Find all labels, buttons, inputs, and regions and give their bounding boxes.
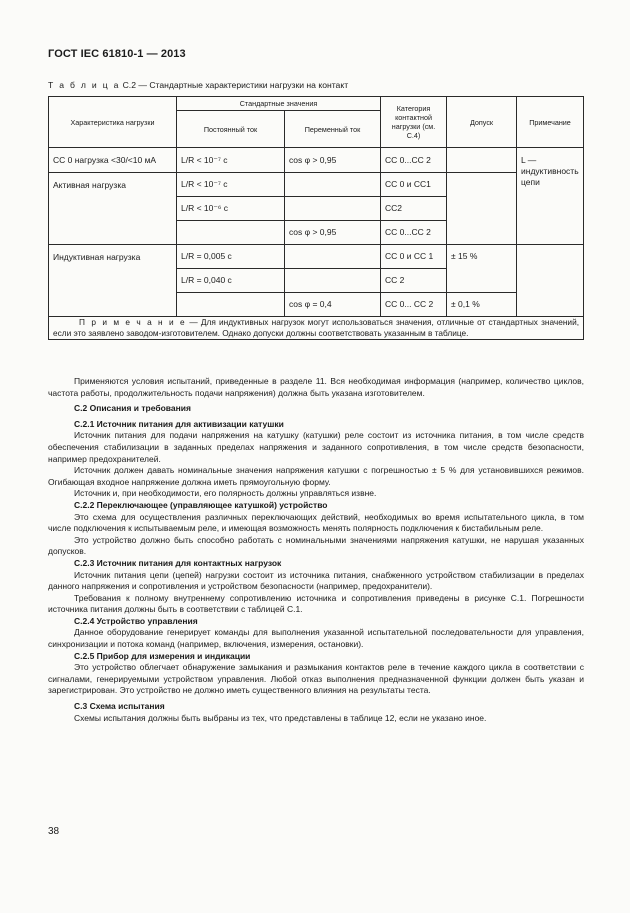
section-heading: С.2.3 Источник питания для контактных нагрузок (74, 557, 282, 568)
paragraph: Схемы испытания должны быть выбраны из тех, что представлены в таблице 12, если не указано иное. (74, 712, 487, 723)
cell-ac: cos φ > 0,95 (285, 148, 381, 173)
section-heading: С.2.1 Источник питания для активизации катушки (74, 418, 284, 429)
cell-dc: L/R = 0,005 с (177, 245, 285, 269)
page-number: 38 (48, 826, 60, 837)
paragraph: Источник питания цепи (цепей) нагрузки состоит из источника питания, снабженного устройством стабилизации в пределах данного напряжения и сопротивления и устройством безопасности (например, предохранители). (48, 569, 584, 592)
header-standard-values: Стандартные значения (177, 97, 381, 111)
cell-dc: L/R < 10⁻⁷ с (177, 148, 285, 173)
paragraph: Источник должен давать номинальные значения напряжения катушки с погрешностью ± 5 % для установившихся режимов. Огибающая входное напряжение должна иметь прямоугольную форму. (48, 465, 584, 487)
cell-category: CC2 (381, 197, 447, 221)
header-ac: Переменный ток (285, 111, 381, 148)
table-caption (48, 80, 348, 90)
table-note (49, 317, 584, 340)
cell-ac (285, 269, 381, 293)
table-caption-prefix: Т а б л и ц а (48, 80, 121, 90)
header-characteristic: Характеристика нагрузки (49, 97, 177, 148)
table-row (49, 173, 584, 197)
cell-char: Активная нагрузка (49, 173, 177, 245)
paragraph: Это устройство должно быть способно работать с номинальными значениями напряжения катушки, не нарушая указанных допусков. (48, 534, 584, 557)
paragraph: Применяются условия испытаний, приведенные в разделе 11. Вся необходимая информация (например, количество циклов, частота работы, продолжительность подачи напряжения) должна быть указана изготовителем. (48, 376, 584, 398)
paragraph: Данное оборудование генерирует команды для выполнения указанной испытательной последовательности для управления, синхронизации и потока команд (например, включения, измерения, остановки). (48, 627, 584, 650)
cell-ac (285, 173, 381, 197)
cell-category: CC 0...CC 2 (381, 221, 447, 245)
table-caption-text: С.2 — Стандартные характеристики нагрузки на контакт (122, 80, 349, 90)
cell-dc (177, 221, 285, 245)
cell-category: CC 0... CC 2 (381, 293, 447, 317)
header-category: Категория контактной нагрузки (см. С.4) (381, 97, 447, 148)
cell-dc: L/R = 0,040 с (177, 269, 285, 293)
table-note-label: П р и м е ч а н и е (79, 317, 187, 327)
section-heading: С.2.4 Устройство управления (74, 615, 198, 626)
paragraph: Это схема для осуществления различных переключающих действий, необходимых во время испытательного цикла, в том числе подключения к испытываемым реле, и имеющая возможность менять полярность подключения к бистабильным реле. (48, 511, 584, 534)
header-tolerance: Допуск (447, 97, 517, 148)
cell-tolerance: ± 15 % (447, 245, 517, 293)
cell-category: CC 0 и CC 1 (381, 245, 447, 269)
header-remark: Примечание (517, 97, 584, 148)
section-heading: С.2.2 Переключающее (управляющее катушкой) устройство (74, 499, 328, 510)
load-characteristics-table (48, 96, 584, 340)
cell-dc: L/R < 10⁻⁶ с (177, 197, 285, 221)
cell-ac: cos φ = 0,4 (285, 293, 381, 317)
document-header: ГОСТ IEC 61810-1 — 2013 (48, 48, 186, 60)
cell-category: CC 2 (381, 269, 447, 293)
section-heading: С.3 Схема испытания (74, 701, 165, 712)
cell-char: Индуктивная нагрузка (49, 245, 177, 317)
cell-ac (285, 197, 381, 221)
paragraph: Требования к полному внутреннему сопротивлению источника и сопротивления приведены в рисунке С.1. Погрешности источника питания должны быть в соответствии с таблицей С.1. (48, 592, 584, 615)
cell-remark (517, 245, 584, 317)
cell-remark: L — индуктивность цепи (517, 148, 584, 245)
paragraph: Источник и, при необходимости, его полярность должны управляться извне. (74, 488, 377, 499)
cell-ac: cos φ > 0,95 (285, 221, 381, 245)
cell-dc (177, 293, 285, 317)
cell-ac (285, 245, 381, 269)
body-text (48, 376, 584, 724)
table-note-row (49, 317, 584, 340)
cell-tolerance: ± 0,1 % (447, 293, 517, 317)
section-heading: С.2.5 Прибор для измерения и индикации (74, 650, 251, 661)
section-heading: С.2 Описания и требования (74, 403, 191, 414)
cell-char: СС 0 нагрузка <30/<10 мА (49, 148, 177, 173)
paragraph: Источник питания для подачи напряжения на катушку (катушки) реле состоит из источника питания, в том числе средств обеспечения стабилизации в заданных пределах напряжения и заданного сопротивления, в том числе средств безопасности, например предохранителей. (48, 430, 584, 464)
cell-dc: L/R < 10⁻⁷ с (177, 173, 285, 197)
header-dc: Постоянный ток (177, 111, 285, 148)
table-note-text: — Для индуктивных нагрузок могут использоваться значения, отличные от стандартных значений, если это заявлено заводом-изготовителем. Однако допуски должны соответствовать указанным в таблице. (53, 317, 580, 338)
cell-tolerance (447, 173, 517, 245)
cell-category: CC 0...CC 2 (381, 148, 447, 173)
table-row (49, 148, 584, 173)
cell-tolerance (447, 148, 517, 173)
paragraph: Это устройство облегчает обнаружение замыкания и размыкания контактов реле в течение каждого цикла в соответствии с сигналами, генерируемыми устройством управления. Любой отказ выполнения предназначенной функции должен быть указан и зарегистрирован. Это устройство не должно иметь существенного влияния на результаты теста. (48, 662, 584, 696)
table-row (49, 245, 584, 269)
cell-category: CC 0 и CC1 (381, 173, 447, 197)
